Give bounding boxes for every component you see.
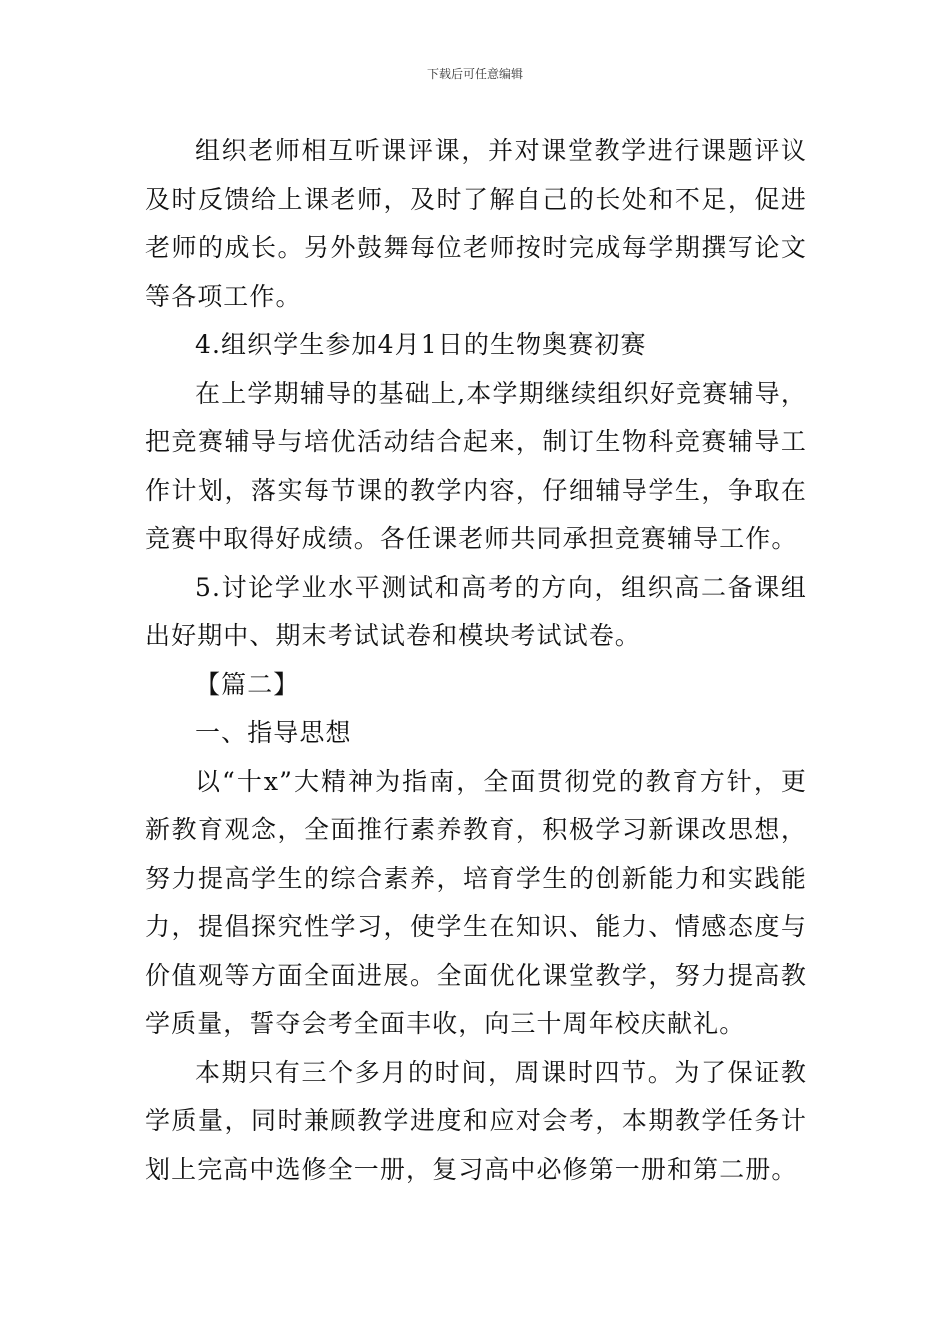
item-5-paragraph: 5.讨论学业水平测试和高考的方向，组织高二备课组出好期中、期末考试试卷和模块考试试卷。 [145,572,807,650]
paragraph-teacher-review: 组织老师相互听课评课，并对课堂教学进行课题评议及时反馈给上课老师，及时了解自己的长处和不足，促进老师的成长。另外鼓舞每位老师按时完成每学期撰写论文等各项工作。 [145,136,807,311]
header-note: 下载后可任意编辑 [426,67,523,81]
paragraph-guiding-ideas: 以“十x”大精神为指南，全面贯彻党的教育方针，更新教育观念，全面推行素养教育，积极学习新课改思想，努力提高学生的综合素养，培育学生的创新能力和实践能力，提倡探究性学习，使学生在知识、能力、情感态度与价值观等方面全面进展。全面优化课堂教学，努力提高教学质量，誓夺会考全面丰收，向三十周年校庆献礼。 [145,766,807,1038]
section-heading-guiding-ideas: 一、指导思想 [195,718,352,747]
body-text [145,127,807,1194]
paragraph-competition-coaching: 在上学期辅导的基础上,本学期继续组织好竞赛辅导，把竞赛辅导与培优活动结合起来，制订生物科竞赛辅导工作计划，落实每节课的教学内容，仔细辅导学生，争取在竞赛中取得好成绩。各任课老师共同承担竞赛辅导工作。 [145,378,807,553]
section-heading-part-two: 【篇二】 [195,669,300,699]
paragraph-schedule: 本期只有三个多月的时间，周课时四节。为了保证教学质量，同时兼顾教学进度和应对会考，本期教学任务计划上完高中选修全一册，复习高中必修第一册和第二册。 [145,1057,807,1184]
item-4-heading: 4.组织学生参加4月1日的生物奥赛初赛 [195,330,647,359]
